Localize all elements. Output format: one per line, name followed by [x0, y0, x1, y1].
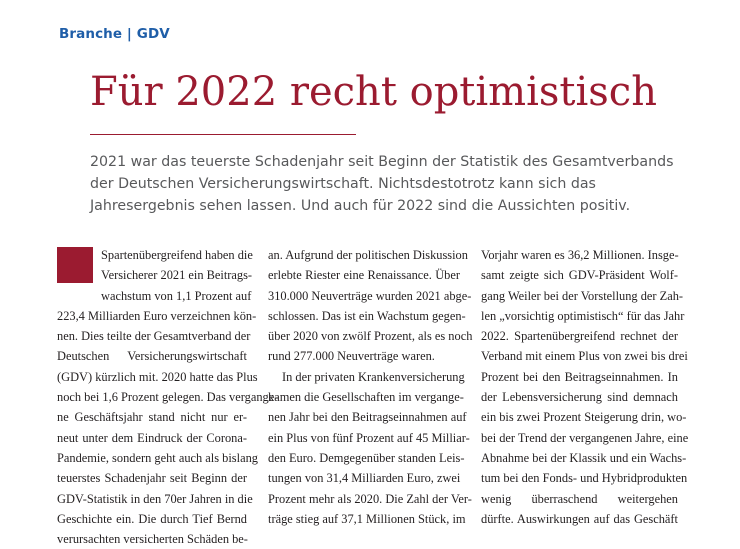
body-column-1 [57, 245, 279, 549]
body-line: teuerstes Schadenjahr seit Beginn der [57, 471, 247, 486]
body-column-2 [268, 245, 473, 529]
body-line: Prozent bei den Beitragseinnahmen. In [481, 369, 678, 384]
body-line: kamen die Gesellschaften im vergange- [268, 390, 464, 405]
body-line: Deutschen Versicherungswirtschaft [57, 349, 247, 364]
body-line: samt zeigte sich GDV-Präsident Wolf- [481, 268, 678, 283]
body-line: GDV-Statistik in den 70er Jahren in die [57, 491, 253, 506]
body-line: träge stieg auf 37,1 Millionen Stück, im [268, 511, 466, 526]
body-line: Versicherer 2021 ein Beitrags- [101, 268, 253, 283]
body-line: tum bei den Fonds- und Hybridprodukten [481, 471, 688, 486]
body-line: an. Aufgrund der politischen Diskussion [268, 248, 468, 262]
body-line: dürfte. Auswirkungen auf das Geschäft [481, 511, 678, 526]
body-line: Vorjahr waren es 36,2 Millionen. Insge- [481, 248, 679, 262]
body-line: Verband mit einem Plus von zwei bis drei [481, 349, 688, 364]
body-line: nen Jahr bei den Beitragseinnahmen auf [268, 410, 467, 425]
body-line: Prozent mehr als 2020. Die Zahl der Ver- [268, 491, 472, 506]
article-headline: Für 2022 recht optimistisch [90, 69, 657, 115]
section-kicker: Branche | GDV [59, 26, 170, 42]
body-line: wenig überraschend weitergehen [481, 491, 678, 506]
body-column-3 [481, 245, 689, 529]
body-line: bei der Trend der vergangenen Jahre, eine [481, 430, 689, 445]
body-line: ein bis zwei Prozent Steigerung drin, wo- [481, 410, 687, 425]
body-line: nen. Dies teilte der Gesamtverband der [57, 329, 251, 344]
body-line: tungen von 31,4 Milliarden Euro, zwei [268, 471, 461, 486]
body-line: 310.000 Neuverträge wurden 2021 abge- [268, 288, 472, 303]
body-line: Pandemie, sondern geht auch als bislang [57, 450, 258, 465]
body-line: 223,4 Milliarden Euro verzeichnen kön- [57, 308, 257, 323]
body-line: der Lebensversicherung sind demnach [481, 390, 678, 405]
body-line: noch bei 1,6 Prozent gelegen. Das vergange- [57, 390, 279, 405]
body-line: rund 277.000 Neuverträge waren. [268, 349, 435, 364]
body-line: Geschichte ein. Die durch Tief Bernd [57, 511, 247, 526]
body-line: wachstum von 1,1 Prozent auf [101, 288, 252, 303]
lead-line: 2021 war das teuerste Schadenjahr seit Beginn der Statistik des Gesamtverbands [90, 154, 674, 170]
lead-line: Jahresergebnis sehen lassen. Und auch für 2022 sind die Aussichten positiv. [90, 198, 631, 214]
body-line: 2022. Spartenübergreifend rechnet der [481, 329, 678, 344]
body-line: ne Geschäftsjahr stand nicht nur er- [57, 410, 247, 425]
body-line: In der privaten Krankenversicherung [282, 369, 465, 384]
body-line: len „vorsichtig optimistisch“ für das Jahr [481, 308, 685, 323]
body-line: Abnahme bei der Klassik und ein Wachs- [481, 450, 687, 465]
headline-rule [90, 134, 356, 135]
lead-line: der Deutschen Versicherungswirtschaft. Nichtsdestotrotz kann sich das [90, 176, 596, 192]
body-line: erlebte Riester eine Renaissance. Über [268, 268, 460, 283]
body-line: ein Plus von fünf Prozent auf 45 Milliar- [268, 430, 470, 445]
body-line: schlossen. Das ist ein Wachstum gegen- [268, 308, 466, 323]
body-line: den Euro. Demgegenüber standen Leis- [268, 450, 465, 465]
body-line: gang Weiler bei der Vorstellung der Zah- [481, 288, 684, 303]
body-line: Spartenübergreifend haben die [101, 248, 253, 262]
body-line: neut unter dem Eindruck der Corona- [57, 430, 247, 445]
body-line: (GDV) kürzlich mit. 2020 hatte das Plus [57, 369, 258, 384]
body-line: verursachten versicherten Schäden be- [57, 532, 248, 547]
article-lead [90, 151, 710, 217]
body-line: über 2020 von zwölf Prozent, als es noch [268, 329, 473, 344]
